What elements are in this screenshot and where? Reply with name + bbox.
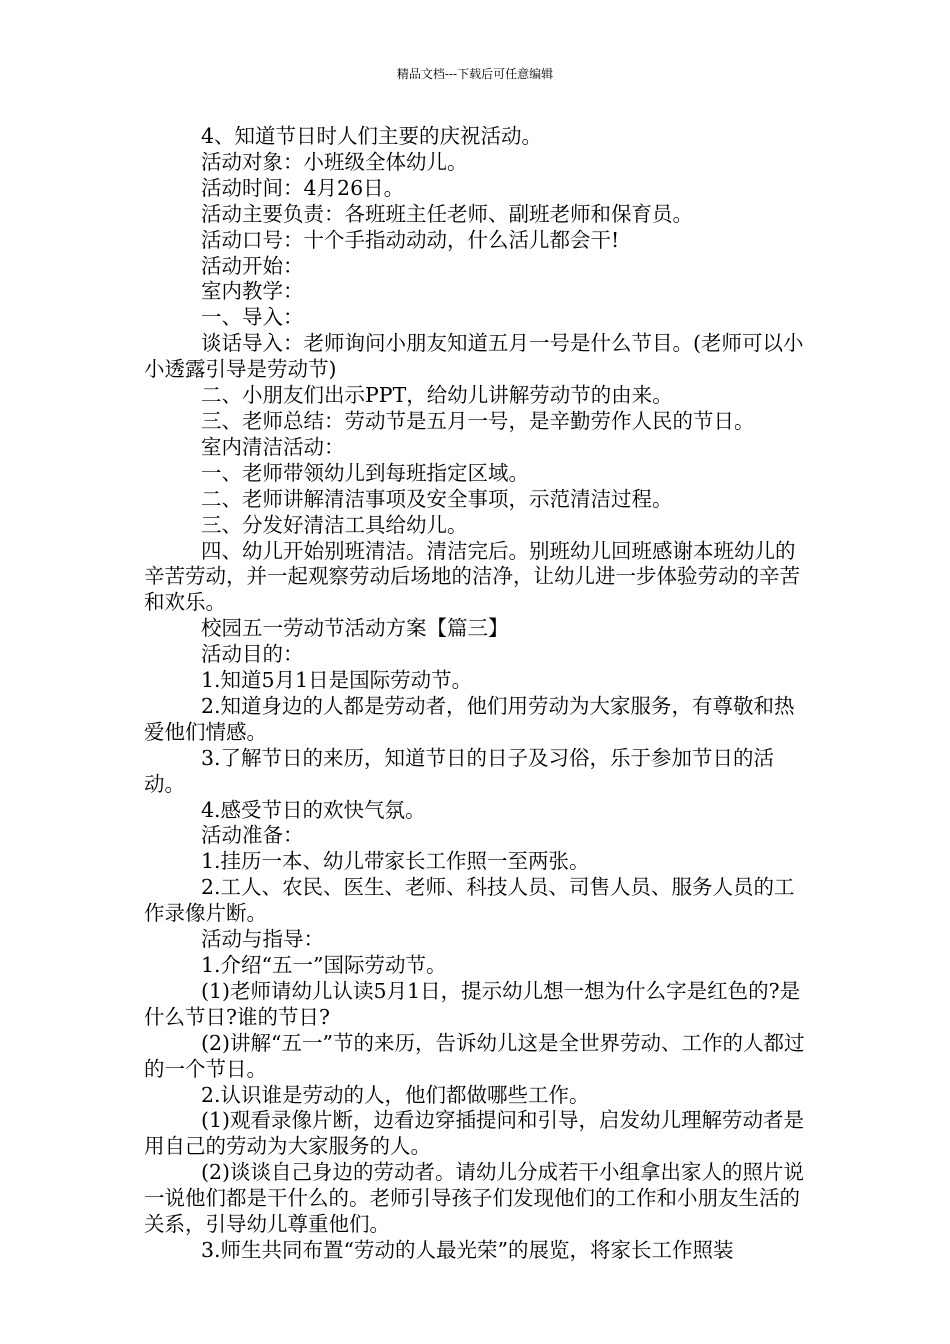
paragraph: 谈话导入：老师询问小朋友知道五月一号是什么节目。(老师可以小小透露引导是劳动节) [144, 331, 804, 382]
paragraph: (1)老师请幼儿认读5月1日，提示幼儿想一想为什么字是红色的?是什么节日?谁的节日? [144, 978, 801, 1029]
paragraph: (1)观看录像片断，边看边穿插提问和引导，启发幼儿理解劳动者是用自己的劳动为大家服务的人。 [144, 1108, 805, 1159]
section-title: 校园五一劳动节活动方案【篇三】 [201, 616, 509, 641]
paragraph: 4.感受节日的欢快气氛。 [201, 797, 426, 822]
paragraph: 三、分发好清洁工具给幼儿。 [201, 512, 468, 537]
paragraph: 活动主要负责：各班班主任老师、副班老师和保育员。 [201, 201, 693, 226]
paragraph: 3.了解节日的来历，知道节日的日子及习俗，乐于参加节日的活动。 [144, 745, 775, 796]
paragraph: 活动目的： [201, 642, 304, 667]
paragraph: 室内清洁活动： [201, 434, 345, 459]
paragraph: 四、幼儿开始别班清洁。清洁完后。别班幼儿回班感谢本班幼儿的辛苦劳动，并一起观察劳动后场地的洁净，让幼儿进一步体验劳动的辛苦和欢乐。 [144, 538, 800, 615]
paragraph: 1.介绍“五一”国际劳动节。 [201, 953, 447, 977]
paragraph: 4、知道节日时人们主要的庆祝活动。 [201, 124, 543, 148]
paragraph: 1.知道5月1日是国际劳动节。 [201, 668, 473, 693]
paragraph: 一、老师带领幼儿到每班指定区域。 [201, 460, 529, 485]
paragraph: (2)谈谈自己身边的劳动者。请幼儿分成若干小组拿出家人的照片说一说他们都是干什么的。老师引导孩子们发现他们的工作和小朋友生活的关系，引导幼儿尊重他们。 [144, 1160, 805, 1237]
paragraph: 2.认识谁是劳动的人，他们都做哪些工作。 [201, 1082, 590, 1107]
paragraph: 活动与指导： [201, 927, 324, 952]
paragraph: 活动开始： [201, 253, 304, 278]
paragraph: 二、小朋友们出示PPT，给幼儿讲解劳动节的由来。 [201, 383, 673, 408]
paragraph: 室内教学： [201, 279, 304, 304]
paragraph: 活动口号：十个手指动动动，什么活儿都会干! [201, 227, 620, 252]
paragraph: 活动对象：小班级全体幼儿。 [201, 149, 468, 174]
paragraph: 一、导入： [201, 305, 304, 330]
paragraph: 活动准备： [201, 823, 304, 848]
paragraph: 2.工人、农民、医生、老师、科技人员、司售人员、服务人员的工作录像片断。 [144, 875, 795, 926]
paragraph: (2)讲解“五一”节的来历，告诉幼儿这是全世界劳动、工作的人都过的一个节日。 [144, 1030, 805, 1081]
page-header: 精品文档---下载后可任意编辑 [396, 67, 554, 81]
paragraph: 3.师生共同布置“劳动的人最光荣”的展览，将家长工作照装 [201, 1237, 734, 1262]
document-body [144, 124, 808, 1264]
paragraph: 二、老师讲解清洁事项及安全事项，示范清洁过程。 [201, 486, 673, 511]
paragraph: 活动时间：4月26日。 [201, 175, 405, 200]
paragraph: 1.挂历一本、幼儿带家长工作照一至两张。 [201, 849, 590, 874]
paragraph: 三、老师总结：劳动节是五月一号，是辛勤劳作人民的节日。 [201, 408, 755, 433]
paragraph: 2.知道身边的人都是劳动者，他们用劳动为大家服务，有尊敬和热爱他们情感。 [144, 693, 795, 744]
